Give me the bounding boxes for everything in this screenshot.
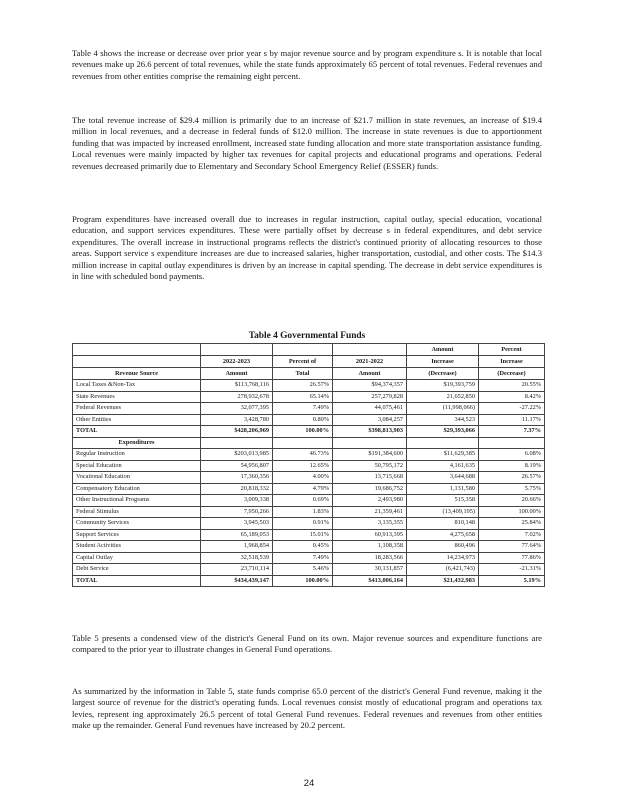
table-cell: $428,206,969 bbox=[201, 426, 273, 438]
table-cell: 4,275,658 bbox=[407, 529, 479, 541]
table-cell: 65.14% bbox=[273, 391, 333, 403]
table-cell: 46.73% bbox=[273, 449, 333, 461]
row-label: Federal Revenues bbox=[73, 403, 201, 415]
row-label bbox=[73, 344, 201, 356]
table-cell: 65,189,053 bbox=[201, 529, 273, 541]
table-cell: 7,950,266 bbox=[201, 506, 273, 518]
table-cell: 7.49% bbox=[273, 552, 333, 564]
table-cell: 4.79% bbox=[273, 483, 333, 495]
table-cell: Increase bbox=[407, 356, 479, 368]
page-number: 24 bbox=[303, 778, 315, 789]
table-row bbox=[73, 472, 545, 484]
table-cell: 30,131,857 bbox=[333, 564, 407, 576]
row-label: Local Taxes &Non-Tax bbox=[73, 380, 201, 392]
governmental-funds-table bbox=[72, 343, 545, 587]
header-row bbox=[73, 356, 545, 368]
table-cell: 515,358 bbox=[407, 495, 479, 507]
table-cell: 8.42% bbox=[479, 391, 545, 403]
table-cell: 1,131,580 bbox=[407, 483, 479, 495]
paragraph-table4-overview: Table 4 shows the increase or decrease over prior year s by major revenue source and by program expenditure s. It is notable that local revenues make up 26.6 percent of total revenues, while the state funds approximately 65 percent of total revenues. Federal revenues and revenues from other entities comprise the remaining eight percent. bbox=[72, 48, 542, 81]
paragraph-revenue-increase: The total revenue increase of $29.4 million is primarily due to an increase of $21.7 million in state revenues, an increase of $19.4 million in local revenues, and a decrease in federal funds of $12.0 million. The increase in state revenues is due to apportionment funding that was impacted by increased enrollment, increased state funding allocation and more state transportation assistance funding. Local revenues were mainly impacted by higher tax revenues for capital projects and educational programs and operations. Federal revenues decreased primarily due to Elementary and Secondary School Emergency Relief (ESSER) funds. bbox=[72, 115, 542, 171]
table-cell: $11,629,385 bbox=[407, 449, 479, 461]
table-cell: $19,393,759 bbox=[407, 380, 479, 392]
header-row bbox=[73, 368, 545, 380]
table-cell: 13,715,668 bbox=[333, 472, 407, 484]
table-cell: 77.64% bbox=[479, 541, 545, 553]
table-cell: 25.84% bbox=[479, 518, 545, 530]
paragraph-program-expenditures: Program expenditures have increased overall due to increases in regular instruction, capital outlay, special education, vocational education, and support services expenditures. These were partially offset by decrease s in federal expenditures, and debt service expenditures. The overall increase in instructional programs reflects the district's continued priority of allocating resources to those areas. Support service s expenditure increases are due to increased salaries, higher transportation, custodial, and other costs. The $14.3 million increase in capital outlay expenditures is driven by an increase in capital spending. The decrease in debt service expenditures is in line with scheduled bond payments. bbox=[72, 214, 542, 282]
table-cell: Percent bbox=[479, 344, 545, 356]
table-cell: 1,108,358 bbox=[333, 541, 407, 553]
table-cell: 2021-2022 bbox=[333, 356, 407, 368]
row-label: TOTAL bbox=[73, 426, 201, 438]
row-label: Capital Outlay bbox=[73, 552, 201, 564]
table-cell: 14,234,973 bbox=[407, 552, 479, 564]
table-row bbox=[73, 449, 545, 461]
table-cell: 7.37% bbox=[479, 426, 545, 438]
table-cell: $94,374,357 bbox=[333, 380, 407, 392]
table-row bbox=[73, 391, 545, 403]
expenditures-heading-row bbox=[73, 437, 545, 449]
table-cell: $203,013,985 bbox=[201, 449, 273, 461]
table-cell: 0.45% bbox=[273, 541, 333, 553]
table-cell: 3,135,355 bbox=[333, 518, 407, 530]
table-cell: 20.66% bbox=[479, 495, 545, 507]
table-cell: $413,006,164 bbox=[333, 575, 407, 587]
table-cell: 0.91% bbox=[273, 518, 333, 530]
table-cell: 50,795,172 bbox=[333, 460, 407, 472]
table-cell: 5.19% bbox=[479, 575, 545, 587]
table-cell: 100.00% bbox=[273, 426, 333, 438]
empty-cell bbox=[407, 437, 479, 449]
table-cell: (11,998,066) bbox=[407, 403, 479, 415]
table-cell: Amount bbox=[201, 368, 273, 380]
row-label: Regular Instruction bbox=[73, 449, 201, 461]
row-label: TOTAL bbox=[73, 575, 201, 587]
table-cell: 810,148 bbox=[407, 518, 479, 530]
row-label: Student Activities bbox=[73, 541, 201, 553]
row-label bbox=[73, 356, 201, 368]
table-cell: (13,409,195) bbox=[407, 506, 479, 518]
table-cell: 20.55% bbox=[479, 380, 545, 392]
table-cell: 0.69% bbox=[273, 495, 333, 507]
row-label: State Revenues bbox=[73, 391, 201, 403]
table-cell: $191,384,600 bbox=[333, 449, 407, 461]
table-cell: (6,421,743) bbox=[407, 564, 479, 576]
table-cell: 11.17% bbox=[479, 414, 545, 426]
table-cell: 3,644,688 bbox=[407, 472, 479, 484]
paragraph-table5-intro: Table 5 presents a condensed view of the district's General Fund on its own. Major revenue sources and expenditure functions are compared to the prior year to illustrate changes in General Fund operations. bbox=[72, 633, 542, 655]
table-cell: 3,084,257 bbox=[333, 414, 407, 426]
table-cell: 3,428,780 bbox=[201, 414, 273, 426]
table-cell: Amount bbox=[333, 368, 407, 380]
table-cell: 7.02% bbox=[479, 529, 545, 541]
table-cell: $29,393,066 bbox=[407, 426, 479, 438]
table-cell: 278,932,678 bbox=[201, 391, 273, 403]
table-row bbox=[73, 403, 545, 415]
table-cell: 344,523 bbox=[407, 414, 479, 426]
table-row bbox=[73, 380, 545, 392]
empty-cell bbox=[333, 437, 407, 449]
table-cell: 15.01% bbox=[273, 529, 333, 541]
table-cell: 2022-2023 bbox=[201, 356, 273, 368]
table-cell: 32,518,539 bbox=[201, 552, 273, 564]
table-cell: Total bbox=[273, 368, 333, 380]
table-cell: 2,493,980 bbox=[333, 495, 407, 507]
table-row bbox=[73, 506, 545, 518]
table-cell: -21.31% bbox=[479, 564, 545, 576]
row-label: Other Entities bbox=[73, 414, 201, 426]
table-cell: 8.19% bbox=[479, 460, 545, 472]
table-cell: 1.83% bbox=[273, 506, 333, 518]
table-cell: 7.49% bbox=[273, 403, 333, 415]
table-cell: 257,279,828 bbox=[333, 391, 407, 403]
table-cell: 32,077,395 bbox=[201, 403, 273, 415]
table-cell: 100.00% bbox=[479, 506, 545, 518]
table-row bbox=[73, 564, 545, 576]
table-cell: 12.65% bbox=[273, 460, 333, 472]
table-cell: 5.46% bbox=[273, 564, 333, 576]
table-row bbox=[73, 518, 545, 530]
table-row bbox=[73, 541, 545, 553]
table-cell: 21,359,461 bbox=[333, 506, 407, 518]
expenditure-total-row bbox=[73, 575, 545, 587]
table-cell: 6.08% bbox=[479, 449, 545, 461]
paragraph-general-fund-summary: As summarized by the information in Table 5, state funds comprise 65.0 percent of the district's General Fund revenue, making it the largest source of revenue for the district's operating funds. Local revenues consist mostly of educational program and operations tax levies, represent ing approximately 26.5 percent of total General Fund revenues. Federal revenues and revenues from other entities make up the remainder. General Fund revenues have increased by 20.2 percent. bbox=[72, 686, 542, 731]
table-cell: 54,956,807 bbox=[201, 460, 273, 472]
empty-cell bbox=[273, 437, 333, 449]
table-cell: 21,652,850 bbox=[407, 391, 479, 403]
row-label: Debt Service bbox=[73, 564, 201, 576]
row-label: Vocational Education bbox=[73, 472, 201, 484]
expenditures-heading: Expenditures bbox=[73, 437, 201, 449]
table-cell bbox=[333, 344, 407, 356]
empty-cell bbox=[479, 437, 545, 449]
row-label: Other Instructional Programs bbox=[73, 495, 201, 507]
table-title: Table 4 Governmental Funds bbox=[248, 331, 366, 341]
table-cell: 26.57% bbox=[479, 472, 545, 484]
table-cell: 1,968,854 bbox=[201, 541, 273, 553]
table-cell: -27.22% bbox=[479, 403, 545, 415]
table-cell: 5.75% bbox=[479, 483, 545, 495]
table-row bbox=[73, 414, 545, 426]
table-cell: 23,710,114 bbox=[201, 564, 273, 576]
row-label: Compensatory Education bbox=[73, 483, 201, 495]
row-label: Support Services bbox=[73, 529, 201, 541]
revenue-total-row bbox=[73, 426, 545, 438]
row-label: Community Services bbox=[73, 518, 201, 530]
table-cell: 26.57% bbox=[273, 380, 333, 392]
table-row bbox=[73, 483, 545, 495]
table-row bbox=[73, 460, 545, 472]
table-cell: 4,161,635 bbox=[407, 460, 479, 472]
table-cell: 17,360,356 bbox=[201, 472, 273, 484]
row-label: Federal Stimulus bbox=[73, 506, 201, 518]
table-cell: (Decrease) bbox=[407, 368, 479, 380]
table-cell: (Decrease) bbox=[479, 368, 545, 380]
table-row bbox=[73, 529, 545, 541]
table-cell: 3,945,503 bbox=[201, 518, 273, 530]
table-cell: 60,913,395 bbox=[333, 529, 407, 541]
table-cell: $21,432,983 bbox=[407, 575, 479, 587]
table-cell: $398,813,903 bbox=[333, 426, 407, 438]
row-label: Special Education bbox=[73, 460, 201, 472]
table-cell: 3,009,338 bbox=[201, 495, 273, 507]
empty-cell bbox=[201, 437, 273, 449]
table-cell: 44,075,461 bbox=[333, 403, 407, 415]
row-label: Revenue Source bbox=[73, 368, 201, 380]
table-cell: 860,496 bbox=[407, 541, 479, 553]
table-cell: 19,686,752 bbox=[333, 483, 407, 495]
table-cell bbox=[273, 344, 333, 356]
table-row bbox=[73, 495, 545, 507]
table-cell: Increase bbox=[479, 356, 545, 368]
table-cell: $113,768,116 bbox=[201, 380, 273, 392]
table-cell: 4.00% bbox=[273, 472, 333, 484]
header-row bbox=[73, 344, 545, 356]
table-cell: 100.00% bbox=[273, 575, 333, 587]
table-cell: 20,818,332 bbox=[201, 483, 273, 495]
table-cell: 0.80% bbox=[273, 414, 333, 426]
table-cell: 18,283,566 bbox=[333, 552, 407, 564]
table-cell: Percent of bbox=[273, 356, 333, 368]
table-row bbox=[73, 552, 545, 564]
table-cell bbox=[201, 344, 273, 356]
table-cell: Amount bbox=[407, 344, 479, 356]
table-cell: 77.86% bbox=[479, 552, 545, 564]
table-cell: $434,439,147 bbox=[201, 575, 273, 587]
